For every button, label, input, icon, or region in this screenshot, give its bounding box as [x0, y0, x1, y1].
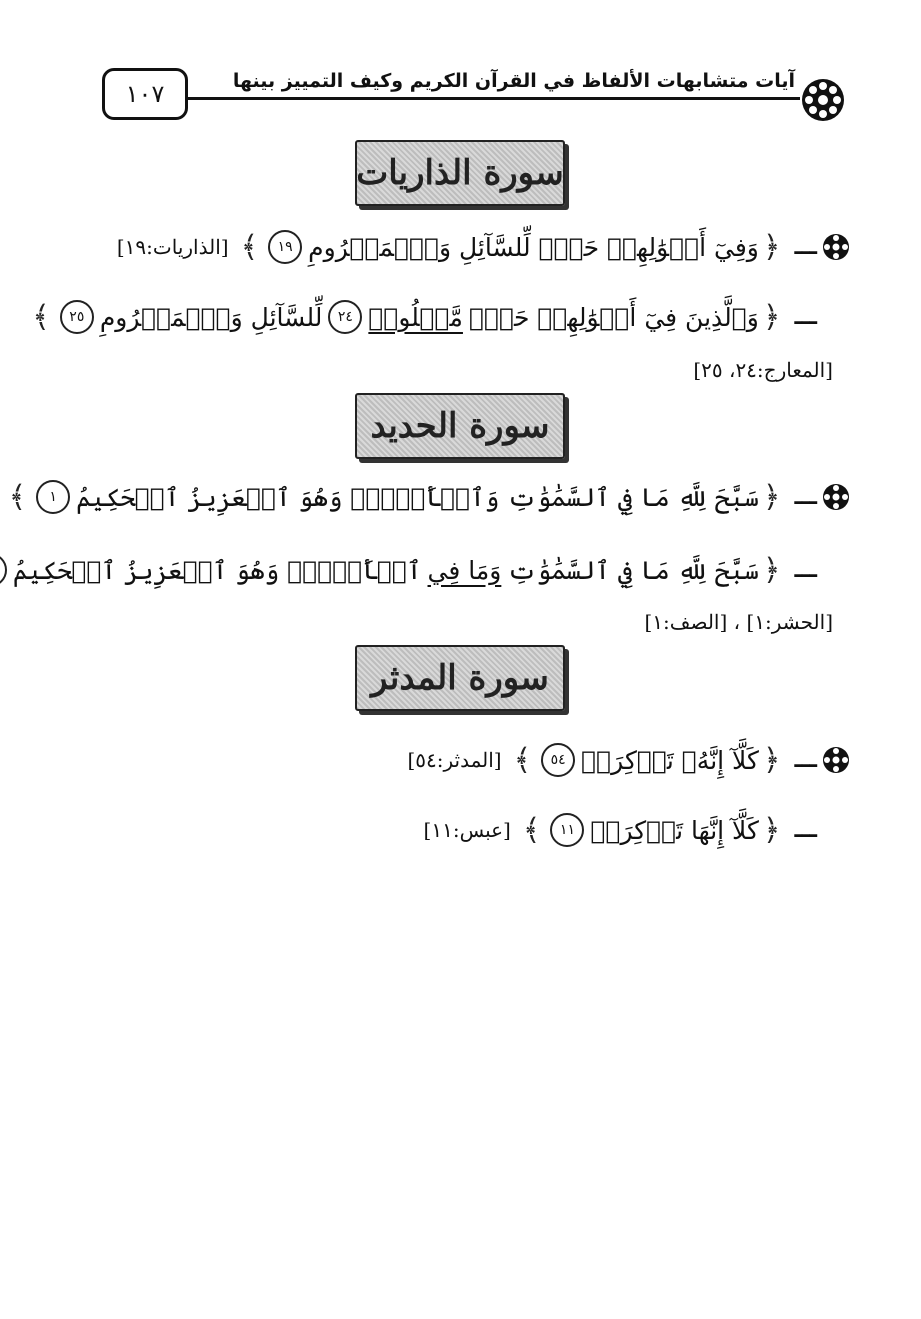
ayah-number-marker [0, 553, 7, 587]
surah-banner-title: سورة المدثر [371, 658, 549, 698]
verse-line [0, 548, 851, 592]
ornate-bracket-open: ﴿ [762, 552, 781, 588]
verse-text: كَلَّآ إِنَّهَا تَذۡكِرَةٞ [590, 815, 759, 845]
dash: ـــ [794, 304, 817, 330]
ayah-number-marker: ١١ [550, 813, 584, 847]
ornate-bracket-close: ﴾ [513, 742, 532, 778]
page-number-text: ١٠٧ [125, 80, 165, 108]
dash: ـــ [794, 817, 817, 843]
verse-text: لِّلسَّآئِلِ وَٱلۡمَحۡرُومِ [99, 302, 323, 332]
verse-reference: [المعارج:٢٤، ٢٥] [693, 358, 833, 382]
ayah-number-marker: ٢٥ [60, 300, 94, 334]
verse-text: ٱلۡأَرۡضِۖ وَهُوَ ٱلۡعَزِيزُ ٱلۡحَكِيمُ [12, 555, 422, 585]
verse-reference: [الذاريات:١٩] [116, 235, 229, 259]
ayah-number-marker: ١ [36, 480, 70, 514]
surah-banner-title: سورة الحديد [370, 406, 550, 446]
verse-line [407, 738, 851, 782]
header-rule [188, 97, 800, 100]
ornate-bracket-open: ﴿ [762, 479, 781, 515]
verse-highlight-underlined: وَمَا فِي [427, 555, 502, 585]
verse-line [117, 225, 851, 269]
verse-line [0, 475, 851, 519]
surah-banner-al-hadid [355, 393, 565, 459]
surah-banner-adh-dhariyat [355, 140, 565, 206]
surah-banner-al-muddaththir [355, 645, 565, 711]
ornate-bracket-open: ﴿ [762, 299, 781, 335]
verse-text: وَٱلَّذِينَ فِيٓ أَمۡوَٰلِهِمۡ حَقّٞ [468, 302, 759, 332]
verse-reference: [عبس:١١] [423, 818, 511, 842]
verse-reference: [المدثر:٥٤] [407, 748, 502, 772]
ornate-bracket-close: ﴾ [32, 299, 50, 335]
dash: ـــ [794, 557, 817, 583]
verse-highlight-underlined: مَّعۡلُومٞ [368, 302, 463, 332]
running-title: آيات متشابهات الألفاظ في القرآن الكريم وكيف التمييز بينها [232, 70, 795, 92]
verse-line [424, 808, 851, 852]
ornate-bracket-close: ﴾ [8, 479, 27, 515]
dash: ـــ [794, 234, 817, 260]
verse-text: كَلَّآ إِنَّهُۥ تَذۡكِرَةٞ [581, 745, 759, 775]
dash: ـــ [794, 484, 817, 510]
flower-bullet-icon [821, 482, 851, 512]
ornate-bracket-close: ﴾ [240, 229, 259, 265]
verse-line [28, 295, 851, 339]
ornate-bracket-open: ﴿ [762, 742, 781, 778]
ornate-bracket-close: ﴾ [522, 812, 541, 848]
ornate-bracket-open: ﴿ [762, 229, 781, 265]
verse-text: وَفِيٓ أَمۡوَٰلِهِمۡ حَقّٞ لِّلسَّآئِلِ وَٱلۡمَحۡرُومِ [308, 232, 759, 262]
ayah-number-marker: ٢٤ [328, 300, 362, 334]
ornate-bracket-open: ﴿ [762, 812, 781, 848]
ayah-number-marker: ٥٤ [541, 743, 575, 777]
surah-banner-title: سورة الذاريات [356, 153, 564, 193]
dash: ـــ [794, 747, 817, 773]
verse-text: سَبَّحَ لِلَّهِ مَا فِي ٱلسَّمَٰوَٰتِ وَٱلۡأَرۡضِۖ وَهُوَ ٱلۡعَزِيزُ ٱلۡحَكِيمُ [76, 482, 759, 512]
verse-text: سَبَّحَ لِلَّهِ مَا فِي ٱلسَّمَٰوَٰتِ [507, 555, 759, 585]
page-number [102, 68, 188, 120]
verse-reference: [الحشر:١] ، [الصف:١] [644, 610, 833, 634]
rosette-ornament-icon [800, 77, 846, 123]
flower-bullet-icon [821, 232, 851, 262]
ayah-number-marker: ١٩ [268, 230, 302, 264]
flower-bullet-icon [821, 745, 851, 775]
